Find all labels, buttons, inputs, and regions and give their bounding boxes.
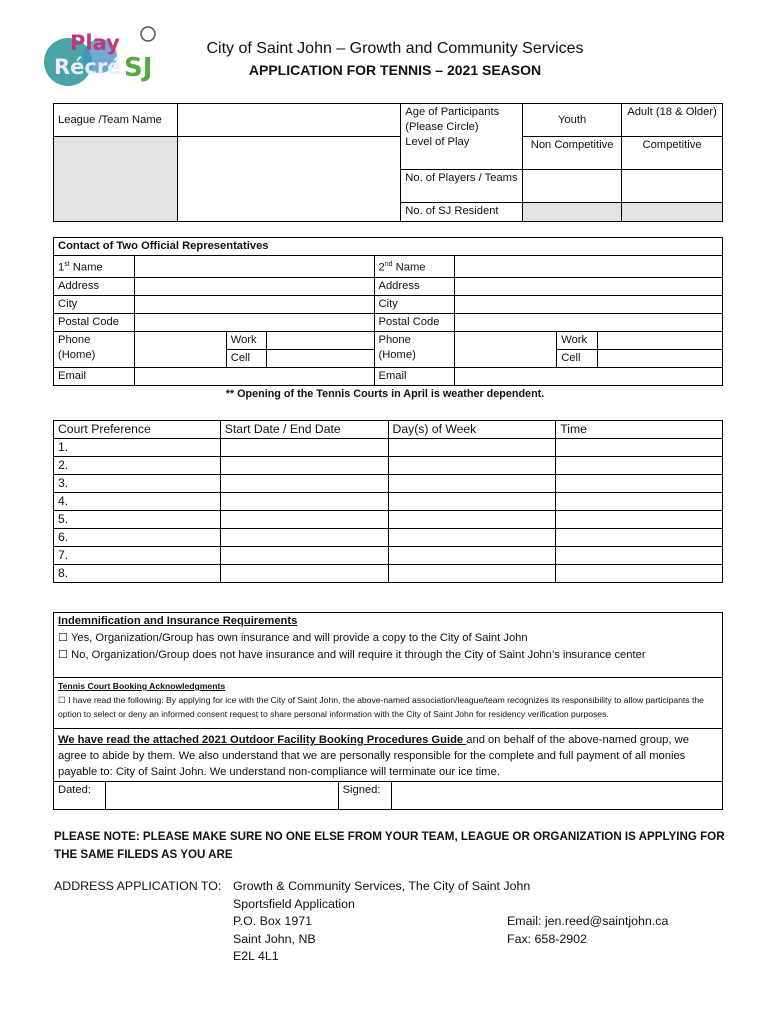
acknowledgment-section [54,678,723,729]
league-table [53,103,723,222]
court-row: 2. [54,457,723,475]
second-name-field[interactable] [455,256,723,278]
insurance-yes-option[interactable]: ☐ Yes, Organization/Group has own insurance and will provide a copy to the City of Saint John [58,632,528,644]
court-row: 7. [54,547,723,565]
insurance-no-option[interactable]: ☐ No, Organization/Group does not have insurance and will require it through the City of Saint John’s insurance center [58,649,646,661]
first-cell-label: Cell [226,349,266,367]
second-phone-home-field[interactable] [455,331,557,367]
header-time: Time [556,421,723,439]
second-address-label: Address [374,277,455,295]
non-competitive-option[interactable]: Non Competitive [523,137,622,170]
checkbox-icon[interactable]: ☐ [58,632,69,644]
logo-sj-text: SJ [124,53,153,83]
players-field[interactable] [523,170,622,203]
second-city-field[interactable] [455,295,723,313]
age-label: Age of Participants (Please Circle) [405,106,500,133]
first-postal-field[interactable] [134,313,374,331]
header-department: City of Saint John – Growth and Community Services [206,40,584,57]
contact-email: Email: jen.reed@saintjohn.ca [507,914,669,928]
court-row: 8. [54,565,723,583]
first-city-field[interactable] [134,295,374,313]
level-label: Level of Play [405,136,470,148]
court-row: 3. [54,475,723,493]
header-start-end-date: Start Date / End Date [220,421,388,439]
court-row: 4. [54,493,723,511]
players-label: No. of Players / Teams [401,170,523,203]
resident-gray-1 [523,203,622,222]
resident-gray-2 [622,203,723,222]
age-level-labels [401,104,523,170]
page-title: APPLICATION FOR TENNIS – 2021 SEASON [248,62,542,78]
header-court-preference: Court Preference [54,421,221,439]
signed-label: Signed: [338,782,391,810]
players-field-2[interactable] [622,170,723,203]
league-blank-field[interactable] [177,137,400,222]
contacts-heading: Contact of Two Official Representatives [54,238,723,256]
first-work-field[interactable] [266,331,374,349]
header-days-of-week: Day(s) of Week [388,421,556,439]
first-phone-home-field[interactable] [134,331,226,367]
insurance-table [53,612,723,810]
court-row: 6. [54,529,723,547]
ack-heading: Tennis Court Booking Acknowledgments [58,681,226,691]
address-line-5: E2L 4L1 [233,949,279,963]
first-email-label: Email [54,367,135,385]
court-row: 5. [54,511,723,529]
ack-text[interactable]: ☐ I have read the following: By applying for ice with the City of Saint John, the above-named association/league/team recognizes its responsibility to allow participants the option to select or deny an informed consent request to share personal information with the City of Saint John for residency verification purposes. [58,695,704,719]
address-line-2: Sportsfield Application [233,896,355,911]
signed-field[interactable] [391,782,722,810]
second-email-label: Email [374,367,455,385]
second-name-label: 2nd Name [374,256,455,278]
contacts-table [53,237,723,386]
second-cell-label: Cell [557,349,598,367]
second-address-field[interactable] [455,277,723,295]
play-recre-sj-logo [40,26,168,92]
second-email-field[interactable] [455,367,723,385]
address-line-1: Growth & Community Services, The City of Saint John [233,879,531,893]
resident-label: No. of SJ Resident [401,203,523,222]
address-block [233,878,530,966]
weather-note: ** Opening of the Tennis Courts in April is weather dependent. [225,388,545,400]
checkbox-icon[interactable]: ☐ [58,695,66,705]
address-label: ADDRESS APPLICATION TO: [54,879,222,893]
first-phone-label: Phone (Home) [54,331,135,367]
first-address-field[interactable] [134,277,374,295]
second-work-label: Work [557,331,598,349]
court-table [53,420,723,583]
first-address-label: Address [54,277,135,295]
contact-fax: Fax: 658-2902 [507,931,587,946]
dated-label: Dated: [54,782,106,810]
logo-recre-text: Récré [54,55,122,79]
insurance-heading: Indemnification and Insurance Requirements [58,615,298,627]
first-work-label: Work [226,331,266,349]
address-line-4: Saint John, NB [233,931,316,946]
please-note: PLEASE NOTE: PLEASE MAKE SURE NO ONE ELSE FROM YOUR TEAM, LEAGUE OR ORGANIZATION IS APPLYING FOR THE SAME FILEDS AS YOU ARE [54,830,725,861]
youth-option[interactable]: Youth [523,104,622,137]
second-phone-label: Phone (Home) [374,331,455,367]
first-name-label: 1st Name [54,256,135,278]
logo-play-text: Play [70,31,120,55]
first-postal-label: Postal Code [54,313,135,331]
second-postal-field[interactable] [455,313,723,331]
court-row: 1. [54,439,723,457]
address-line-3: P.O. Box 1971 [233,914,312,928]
league-name-label: League /Team Name [54,104,178,137]
second-city-label: City [374,295,455,313]
league-name-field[interactable] [177,104,400,137]
first-city-label: City [54,295,135,313]
second-postal-label: Postal Code [374,313,455,331]
dated-field[interactable] [105,782,338,810]
agreement-text: We have read the attached 2021 Outdoor Facility Booking Procedures Guide and on behalf of the above-named group, we agree to abide by them. We also understand that we are personally responsible for the complete and full payment of all monies payable to: City of Saint John. We understand non-compliance will terminate our ice time. [54,729,723,782]
first-cell-field[interactable] [266,349,374,367]
second-cell-field[interactable] [598,349,723,367]
adult-option[interactable]: Adult (18 & Older) [622,104,723,137]
league-gray-cell [54,137,178,222]
competitive-option[interactable]: Competitive [622,137,723,170]
first-name-field[interactable] [134,256,374,278]
second-work-field[interactable] [598,331,723,349]
first-email-field[interactable] [134,367,374,385]
checkbox-icon[interactable]: ☐ [58,649,69,661]
insurance-section [54,613,723,678]
